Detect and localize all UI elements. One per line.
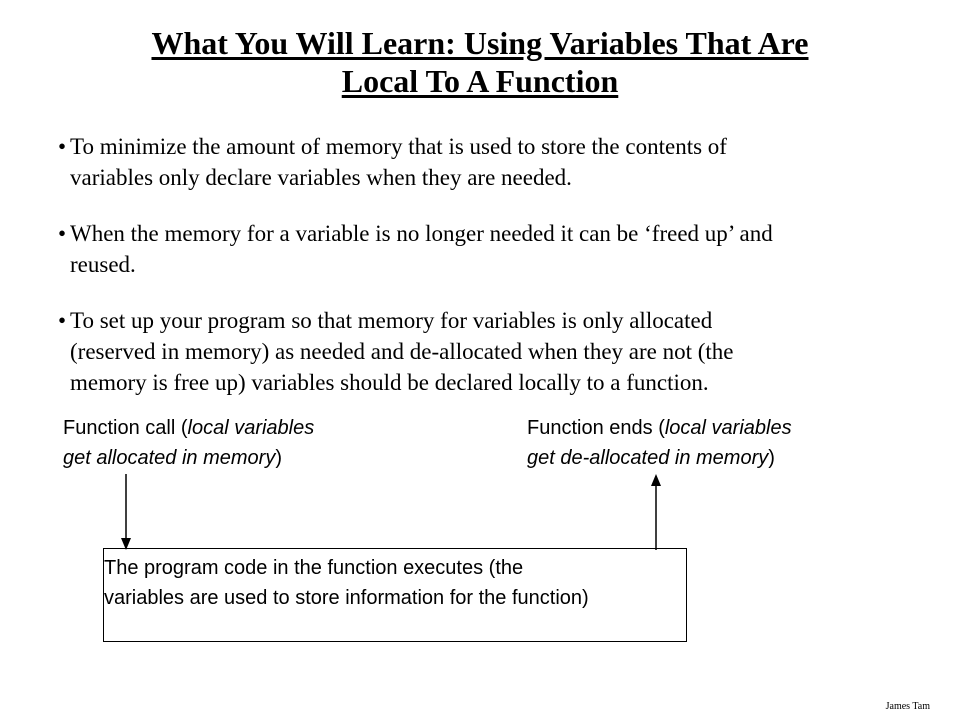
bullet-dot-icon: • <box>58 308 67 333</box>
box-line: The program code in the function executes (the <box>104 557 524 579</box>
bullet-line: (reserved in memory) as needed and de-allocated when they are not (the <box>70 339 734 364</box>
box-line: variables are used to store information for the function) <box>104 587 589 609</box>
bullet-item <box>58 305 938 398</box>
up-arrow-icon <box>648 472 664 550</box>
function-ends-label: Function ends (local variables get de-allocated in memory) <box>527 417 792 469</box>
bullet-item <box>58 218 938 280</box>
bullet-line: memory is free up) variables should be declared locally to a function. <box>70 370 709 395</box>
down-arrow-icon <box>118 474 134 552</box>
title-line-1: What You Will Learn: Using Variables That Are <box>151 25 809 61</box>
title-line-2: Local To A Function <box>341 63 619 99</box>
bullet-line: When the memory for a variable is no longer needed it can be ‘freed up’ and <box>70 221 773 246</box>
function-call-label: Function call (local variables get allocated in memory) <box>63 417 315 469</box>
bullet-line: variables only declare variables when they are needed. <box>70 165 572 190</box>
bullet-item <box>58 131 938 193</box>
bullet-line: To set up your program so that memory for variables is only allocated <box>70 308 713 333</box>
bullet-dot-icon: • <box>58 134 67 159</box>
function-execution-box <box>103 548 687 642</box>
author-footer: James Tam <box>885 701 930 712</box>
slide-title <box>60 24 900 100</box>
bullet-dot-icon: • <box>58 221 67 246</box>
bullet-line: To minimize the amount of memory that is used to store the contents of <box>70 134 727 159</box>
bullet-line: reused. <box>70 252 136 277</box>
bullet-list <box>58 131 938 423</box>
